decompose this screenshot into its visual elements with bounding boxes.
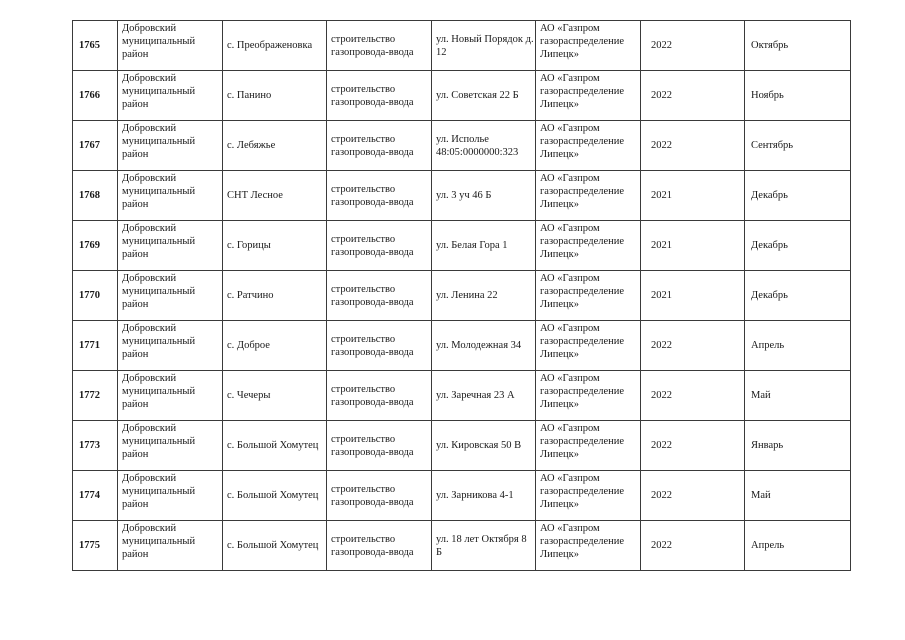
district-cell: Добровский муниципальный район — [118, 221, 223, 271]
address-cell: ул. Молодежная 34 — [432, 321, 536, 371]
address-cell: ул. Ленина 22 — [432, 271, 536, 321]
month-cell: Декабрь — [745, 271, 851, 321]
year-cell: 2022 — [641, 321, 745, 371]
year-cell: 2021 — [641, 221, 745, 271]
address-cell: ул. Исполье 48:05:0000000:323 — [432, 121, 536, 171]
work-type-cell: строительство газопровода-ввода — [327, 421, 432, 471]
table-row — [73, 71, 851, 121]
work-type-cell: строительство газопровода-ввода — [327, 171, 432, 221]
locality-cell: с. Панино — [223, 71, 327, 121]
organization-cell: АО «Газпром газораспределение Липецк» — [536, 371, 641, 421]
month-cell: Октябрь — [745, 21, 851, 71]
row-number: 1767 — [73, 121, 118, 171]
locality-cell: с. Большой Хомутец — [223, 421, 327, 471]
district-cell: Добровский муниципальный район — [118, 121, 223, 171]
month-cell: Май — [745, 371, 851, 421]
organization-cell: АО «Газпром газораспределение Липецк» — [536, 171, 641, 221]
locality-cell: с. Чечеры — [223, 371, 327, 421]
row-number: 1772 — [73, 371, 118, 421]
organization-cell: АО «Газпром газораспределение Липецк» — [536, 121, 641, 171]
locality-cell: с. Преображеновка — [223, 21, 327, 71]
work-type-cell: строительство газопровода-ввода — [327, 221, 432, 271]
table-body — [73, 21, 851, 571]
work-type-cell: строительство газопровода-ввода — [327, 471, 432, 521]
table-row — [73, 421, 851, 471]
address-cell: ул. Новый Порядок д. 12 — [432, 21, 536, 71]
organization-cell: АО «Газпром газораспределение Липецк» — [536, 421, 641, 471]
table-row — [73, 321, 851, 371]
row-number: 1766 — [73, 71, 118, 121]
address-cell: ул. Советская 22 Б — [432, 71, 536, 121]
year-cell: 2022 — [641, 421, 745, 471]
locality-cell: СНТ Лесное — [223, 171, 327, 221]
address-cell: ул. Зарникова 4-1 — [432, 471, 536, 521]
row-number: 1775 — [73, 521, 118, 571]
district-cell: Добровский муниципальный район — [118, 521, 223, 571]
month-cell: Ноябрь — [745, 71, 851, 121]
work-type-cell: строительство газопровода-ввода — [327, 121, 432, 171]
work-type-cell: строительство газопровода-ввода — [327, 371, 432, 421]
year-cell: 2022 — [641, 371, 745, 421]
row-number: 1774 — [73, 471, 118, 521]
month-cell: Апрель — [745, 321, 851, 371]
address-cell: ул. Заречная 23 А — [432, 371, 536, 421]
locality-cell: с. Большой Хомутец — [223, 471, 327, 521]
district-cell: Добровский муниципальный район — [118, 71, 223, 121]
month-cell: Январь — [745, 421, 851, 471]
month-cell: Сентябрь — [745, 121, 851, 171]
district-cell: Добровский муниципальный район — [118, 421, 223, 471]
address-cell: ул. 18 лет Октября 8 Б — [432, 521, 536, 571]
month-cell: Декабрь — [745, 221, 851, 271]
organization-cell: АО «Газпром газораспределение Липецк» — [536, 471, 641, 521]
district-cell: Добровский муниципальный район — [118, 471, 223, 521]
month-cell: Апрель — [745, 521, 851, 571]
row-number: 1768 — [73, 171, 118, 221]
table-row — [73, 371, 851, 421]
district-cell: Добровский муниципальный район — [118, 21, 223, 71]
organization-cell: АО «Газпром газораспределение Липецк» — [536, 71, 641, 121]
row-number: 1771 — [73, 321, 118, 371]
table-row — [73, 171, 851, 221]
organization-cell: АО «Газпром газораспределение Липецк» — [536, 321, 641, 371]
year-cell: 2021 — [641, 271, 745, 321]
locality-cell: с. Лебяжье — [223, 121, 327, 171]
table-row — [73, 521, 851, 571]
work-type-cell: строительство газопровода-ввода — [327, 71, 432, 121]
locality-cell: с. Горицы — [223, 221, 327, 271]
address-cell: ул. 3 уч 46 Б — [432, 171, 536, 221]
year-cell: 2022 — [641, 471, 745, 521]
locality-cell: с. Большой Хомутец — [223, 521, 327, 571]
district-cell: Добровский муниципальный район — [118, 321, 223, 371]
row-number: 1765 — [73, 21, 118, 71]
row-number: 1770 — [73, 271, 118, 321]
year-cell: 2022 — [641, 21, 745, 71]
district-cell: Добровский муниципальный район — [118, 371, 223, 421]
district-cell: Добровский муниципальный район — [118, 171, 223, 221]
month-cell: Декабрь — [745, 171, 851, 221]
work-type-cell: строительство газопровода-ввода — [327, 271, 432, 321]
year-cell: 2022 — [641, 521, 745, 571]
locality-cell: с. Ратчино — [223, 271, 327, 321]
table-row — [73, 121, 851, 171]
work-type-cell: строительство газопровода-ввода — [327, 321, 432, 371]
work-type-cell: строительство газопровода-ввода — [327, 521, 432, 571]
row-number: 1773 — [73, 421, 118, 471]
table-row — [73, 21, 851, 71]
address-cell: ул. Кировская 50 В — [432, 421, 536, 471]
organization-cell: АО «Газпром газораспределение Липецк» — [536, 271, 641, 321]
gasification-table — [72, 20, 851, 571]
year-cell: 2021 — [641, 171, 745, 221]
organization-cell: АО «Газпром газораспределение Липецк» — [536, 21, 641, 71]
year-cell: 2022 — [641, 121, 745, 171]
address-cell: ул. Белая Гора 1 — [432, 221, 536, 271]
row-number: 1769 — [73, 221, 118, 271]
work-type-cell: строительство газопровода-ввода — [327, 21, 432, 71]
month-cell: Май — [745, 471, 851, 521]
table-row — [73, 471, 851, 521]
table-row — [73, 271, 851, 321]
year-cell: 2022 — [641, 71, 745, 121]
organization-cell: АО «Газпром газораспределение Липецк» — [536, 221, 641, 271]
locality-cell: с. Доброе — [223, 321, 327, 371]
organization-cell: АО «Газпром газораспределение Липецк» — [536, 521, 641, 571]
district-cell: Добровский муниципальный район — [118, 271, 223, 321]
table-row — [73, 221, 851, 271]
